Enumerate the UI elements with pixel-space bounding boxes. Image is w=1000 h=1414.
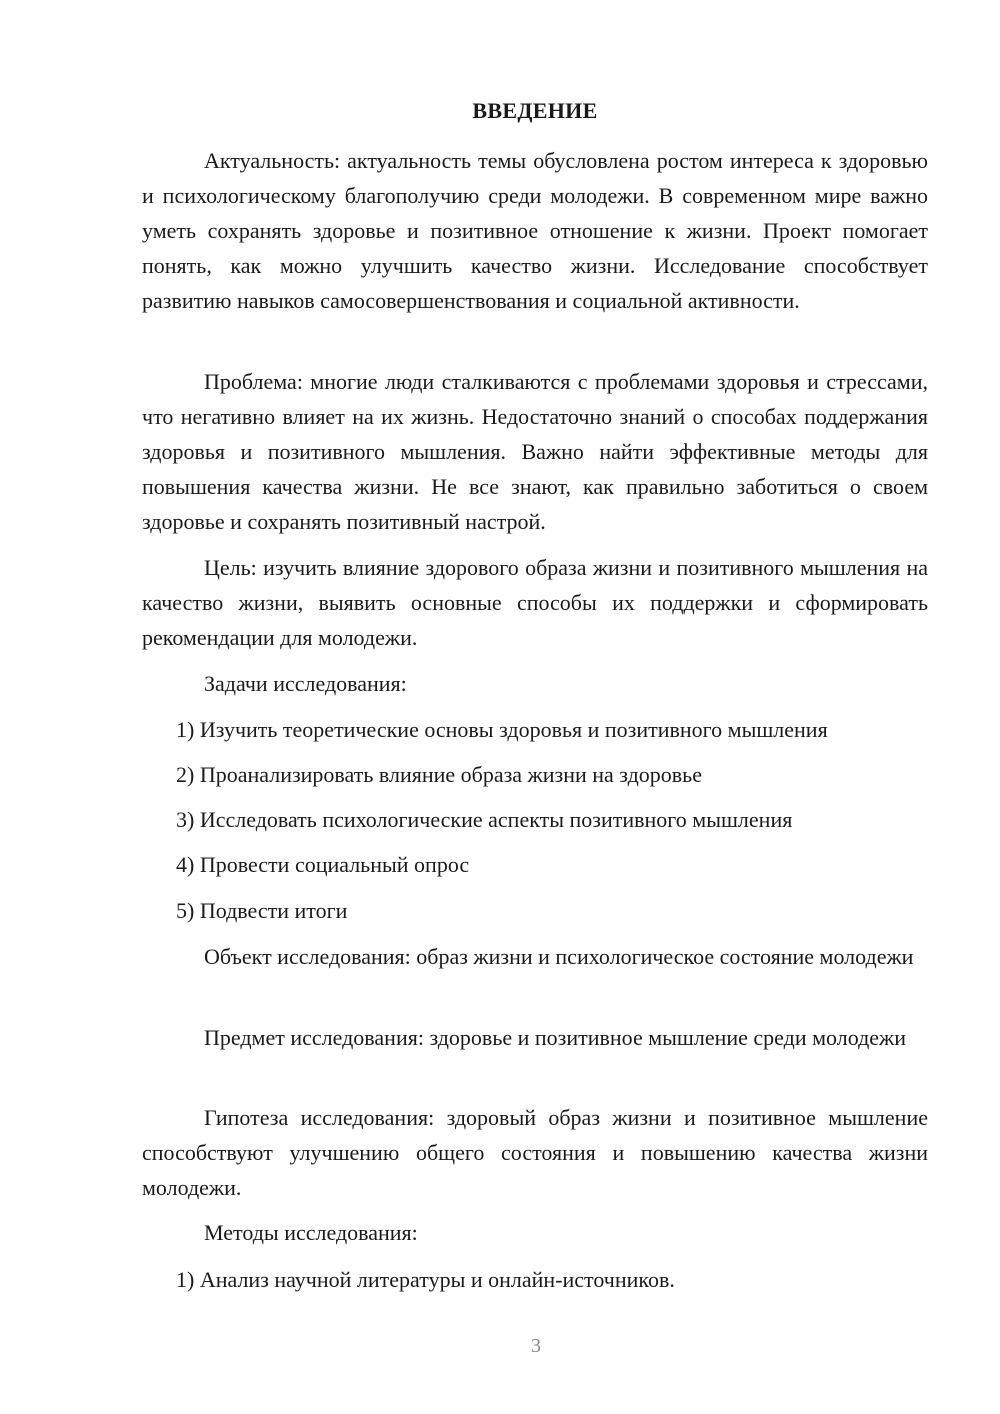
tasks-label: Задачи исследования: (204, 671, 407, 696)
goal-paragraph: Цель: изучить влияние здорового образа жизни и позитивного мышления на качество жизни, выявить основные способы их поддержки и сформировать рекомендации для молодежи. (142, 555, 928, 650)
task-item-4: 4) Провести социальный опрос (176, 852, 470, 877)
method-item-1: 1) Анализ научной литературы и онлайн-источников. (176, 1267, 675, 1292)
task-item-2: 2) Проанализировать влияние образа жизни на здоровье (176, 762, 702, 787)
page-number: 3 (531, 1335, 541, 1357)
task-item-3: 3) Исследовать психологические аспекты позитивного мышления (176, 807, 793, 832)
task-item-5: 5) Подвести итоги (176, 898, 348, 923)
relevance-paragraph: Актуальность: актуальность темы обусловлена ростом интереса к здоровью и психологическому благополучию среди молодежи. В современном мире важно уметь сохранять здоровье и позитивное отношение к жизни. Проект помогает понять, как можно улучшить качество жизни. Исследование способствует развитию навыков самосовершенствования и социальной активности. (142, 148, 928, 313)
methods-label: Методы исследования: (204, 1220, 418, 1245)
problem-paragraph: Проблема: многие люди сталкиваются с проблемами здоровья и стрессами, что негативно влияет на их жизнь. Недостаточно знаний о способах поддержания здоровья и позитивного мышления. Важно найти эффективные методы для повышения качества жизни. Не все знают, как правильно заботиться о своем здоровье и сохранять позитивный настрой. (142, 369, 928, 534)
task-item-1: 1) Изучить теоретические основы здоровья и позитивного мышления (176, 717, 828, 742)
hypothesis-paragraph: Гипотеза исследования: здоровый образ жизни и позитивное мышление способствуют улучшению общего состояния и повышению качества жизни молодежи. (142, 1105, 928, 1200)
object-paragraph: Объект исследования: образ жизни и психологическое состояние молодежи (204, 944, 914, 969)
subject-paragraph: Предмет исследования: здоровье и позитивное мышление среди молодежи (204, 1025, 907, 1050)
page-title: ВВЕДЕНИЕ (472, 98, 598, 123)
